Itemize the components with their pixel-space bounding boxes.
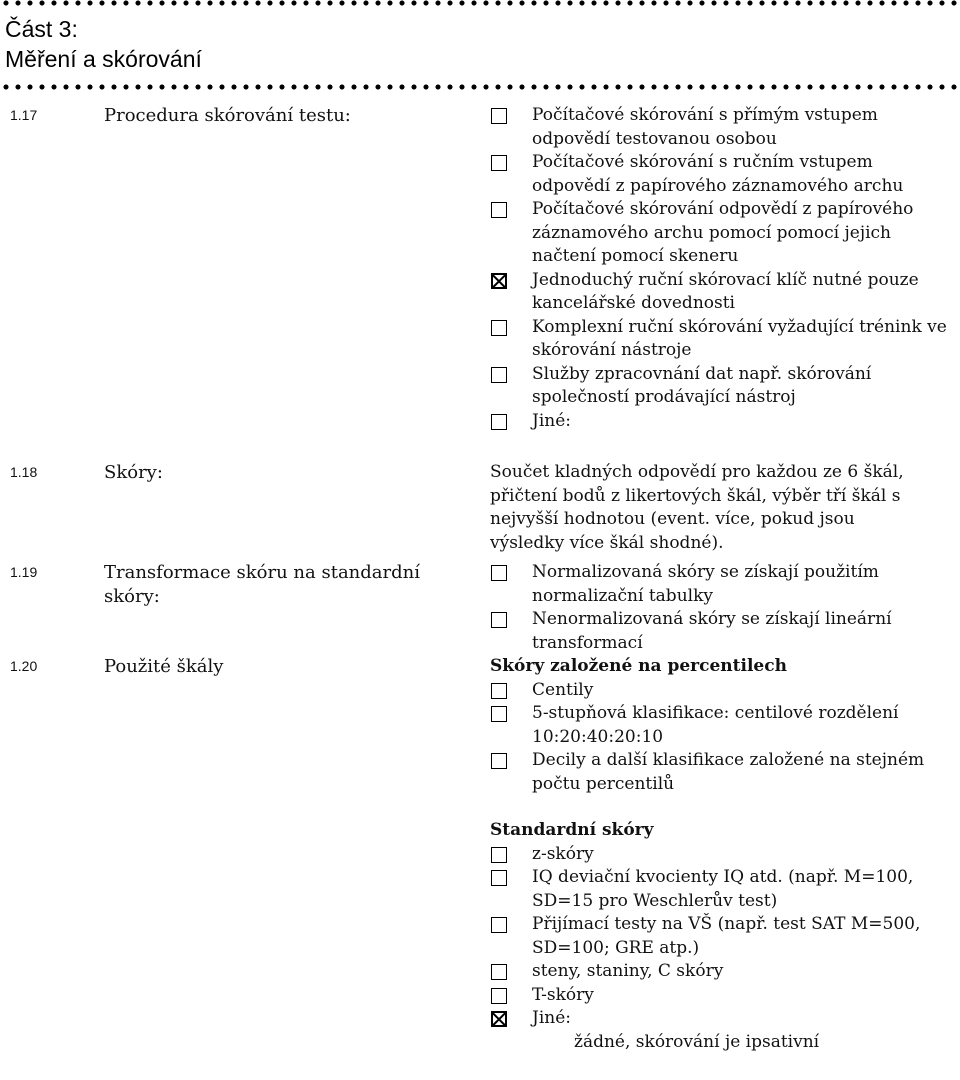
option-5-step[interactable] xyxy=(490,702,952,749)
option-complex-manual[interactable] xyxy=(490,316,952,363)
option-other[interactable] xyxy=(490,410,952,434)
option-label: IQ deviační kvocienty IQ atd. (např. M=100, SD=15 pro Weschlerův test) xyxy=(532,867,914,911)
checkbox[interactable] xyxy=(491,108,507,124)
option-label: steny, staniny, C skóry xyxy=(532,961,724,981)
checkbox[interactable] xyxy=(491,706,507,722)
option-other-standard[interactable] xyxy=(490,1007,952,1031)
section-label: Použité škály xyxy=(104,656,224,677)
checkbox[interactable] xyxy=(491,155,507,171)
checkbox[interactable] xyxy=(491,753,507,769)
checkbox[interactable] xyxy=(491,367,507,383)
section-label: Procedura skórování testu: xyxy=(104,105,351,126)
option-computer-direct[interactable] xyxy=(490,104,952,151)
option-admission-tests[interactable] xyxy=(490,913,952,960)
option-label: Nenormalizovaná skóry se získají lineární transformací xyxy=(532,609,892,653)
percentile-heading: Skóry založené na percentilech xyxy=(490,656,787,676)
section-label: Skóry: xyxy=(104,462,163,483)
option-centiles[interactable] xyxy=(490,679,952,703)
option-label: Počítačové skórování s ručním vstupem odpovědí z papírového záznamového archu xyxy=(532,152,904,196)
option-label: Jednoduchý ruční skórovací klíč nutné pouze kancelářské dovednosti xyxy=(532,269,919,313)
bottom-dotted-rule xyxy=(0,84,960,90)
checkbox[interactable] xyxy=(491,870,507,886)
page-title xyxy=(5,14,202,74)
option-simple-manual-key[interactable] xyxy=(490,269,952,316)
checkbox-checked[interactable] xyxy=(491,273,507,289)
option-label: Jiné: xyxy=(532,410,571,431)
option-iq[interactable] xyxy=(490,866,952,913)
option-label: Přijímací testy na VŠ (např. test SAT M=500, SD=100; GRE atp.) xyxy=(532,914,921,958)
scores-description: Součet kladných odpovědí pro každou ze 6 škál, přičtení bodů z likertových škál, výběr tří škál s nejvyšší hodnotou (event. více, pokud jsou výsledky více škál shodné). xyxy=(490,462,904,553)
title-line-1: Část 3: xyxy=(5,16,78,42)
option-label: Jiné: xyxy=(532,1008,571,1028)
other-note: žádné, skórování je ipsativní xyxy=(574,1031,820,1052)
option-computer-scanner[interactable] xyxy=(490,198,952,269)
checkbox[interactable] xyxy=(491,414,507,430)
option-label: Služby zpracovnání dat např. skórování společností prodávající nástroj xyxy=(532,363,872,407)
section-number: 1.19 xyxy=(10,564,38,580)
option-label: Normalizovaná skóry se získají použitím normalizační tabulky xyxy=(532,562,879,606)
option-z-scores[interactable] xyxy=(490,843,952,867)
option-label: 5-stupňová klasifikace: centilové rozdělení 10:20:40:20:10 xyxy=(532,703,899,747)
option-label: Centily xyxy=(532,679,594,700)
title-line-2: Měření a skórování xyxy=(5,46,202,72)
checkbox[interactable] xyxy=(491,988,507,1004)
option-stens[interactable] xyxy=(490,960,952,984)
section-number: 1.20 xyxy=(10,658,38,674)
checkbox[interactable] xyxy=(491,612,507,628)
section-number: 1.17 xyxy=(10,107,38,123)
scoring-procedure-options xyxy=(490,104,952,433)
checkbox[interactable] xyxy=(491,565,507,581)
option-label: Počítačové skórování s přímým vstupem odpovědí testovanou osobou xyxy=(532,105,878,149)
scales-used xyxy=(490,655,952,1054)
standard-heading: Standardní skóry xyxy=(490,820,654,840)
option-label: z-skóry xyxy=(532,843,594,864)
option-computer-manual-entry[interactable] xyxy=(490,151,952,198)
option-data-services[interactable] xyxy=(490,363,952,410)
section-number: 1.18 xyxy=(10,464,38,480)
option-deciles[interactable] xyxy=(490,749,952,796)
option-t-scores[interactable] xyxy=(490,984,952,1008)
checkbox[interactable] xyxy=(491,964,507,980)
checkbox[interactable] xyxy=(491,320,507,336)
checkbox[interactable] xyxy=(491,847,507,863)
option-label: Decily a další klasifikace založené na stejném počtu percentilů xyxy=(532,750,925,794)
checkbox[interactable] xyxy=(491,202,507,218)
option-label: T-skóry xyxy=(532,984,594,1005)
option-non-normalized[interactable] xyxy=(490,608,952,655)
checkbox[interactable] xyxy=(491,917,507,933)
checkbox-checked[interactable] xyxy=(491,1011,507,1027)
spacer xyxy=(490,796,952,819)
option-normalized[interactable] xyxy=(490,561,952,608)
section-label: Transformace skóru na standardní skóry: xyxy=(104,562,421,607)
top-dotted-rule xyxy=(0,0,960,6)
option-label: Počítačové skórování odpovědí z papírového záznamového archu pomocí pomocí jejich načtení pomocí skeneru xyxy=(532,199,914,266)
option-label: Komplexní ruční skórování vyžadující trénink ve skórování nástroje xyxy=(532,316,947,360)
checkbox[interactable] xyxy=(491,683,507,699)
transformation-options xyxy=(490,561,952,655)
